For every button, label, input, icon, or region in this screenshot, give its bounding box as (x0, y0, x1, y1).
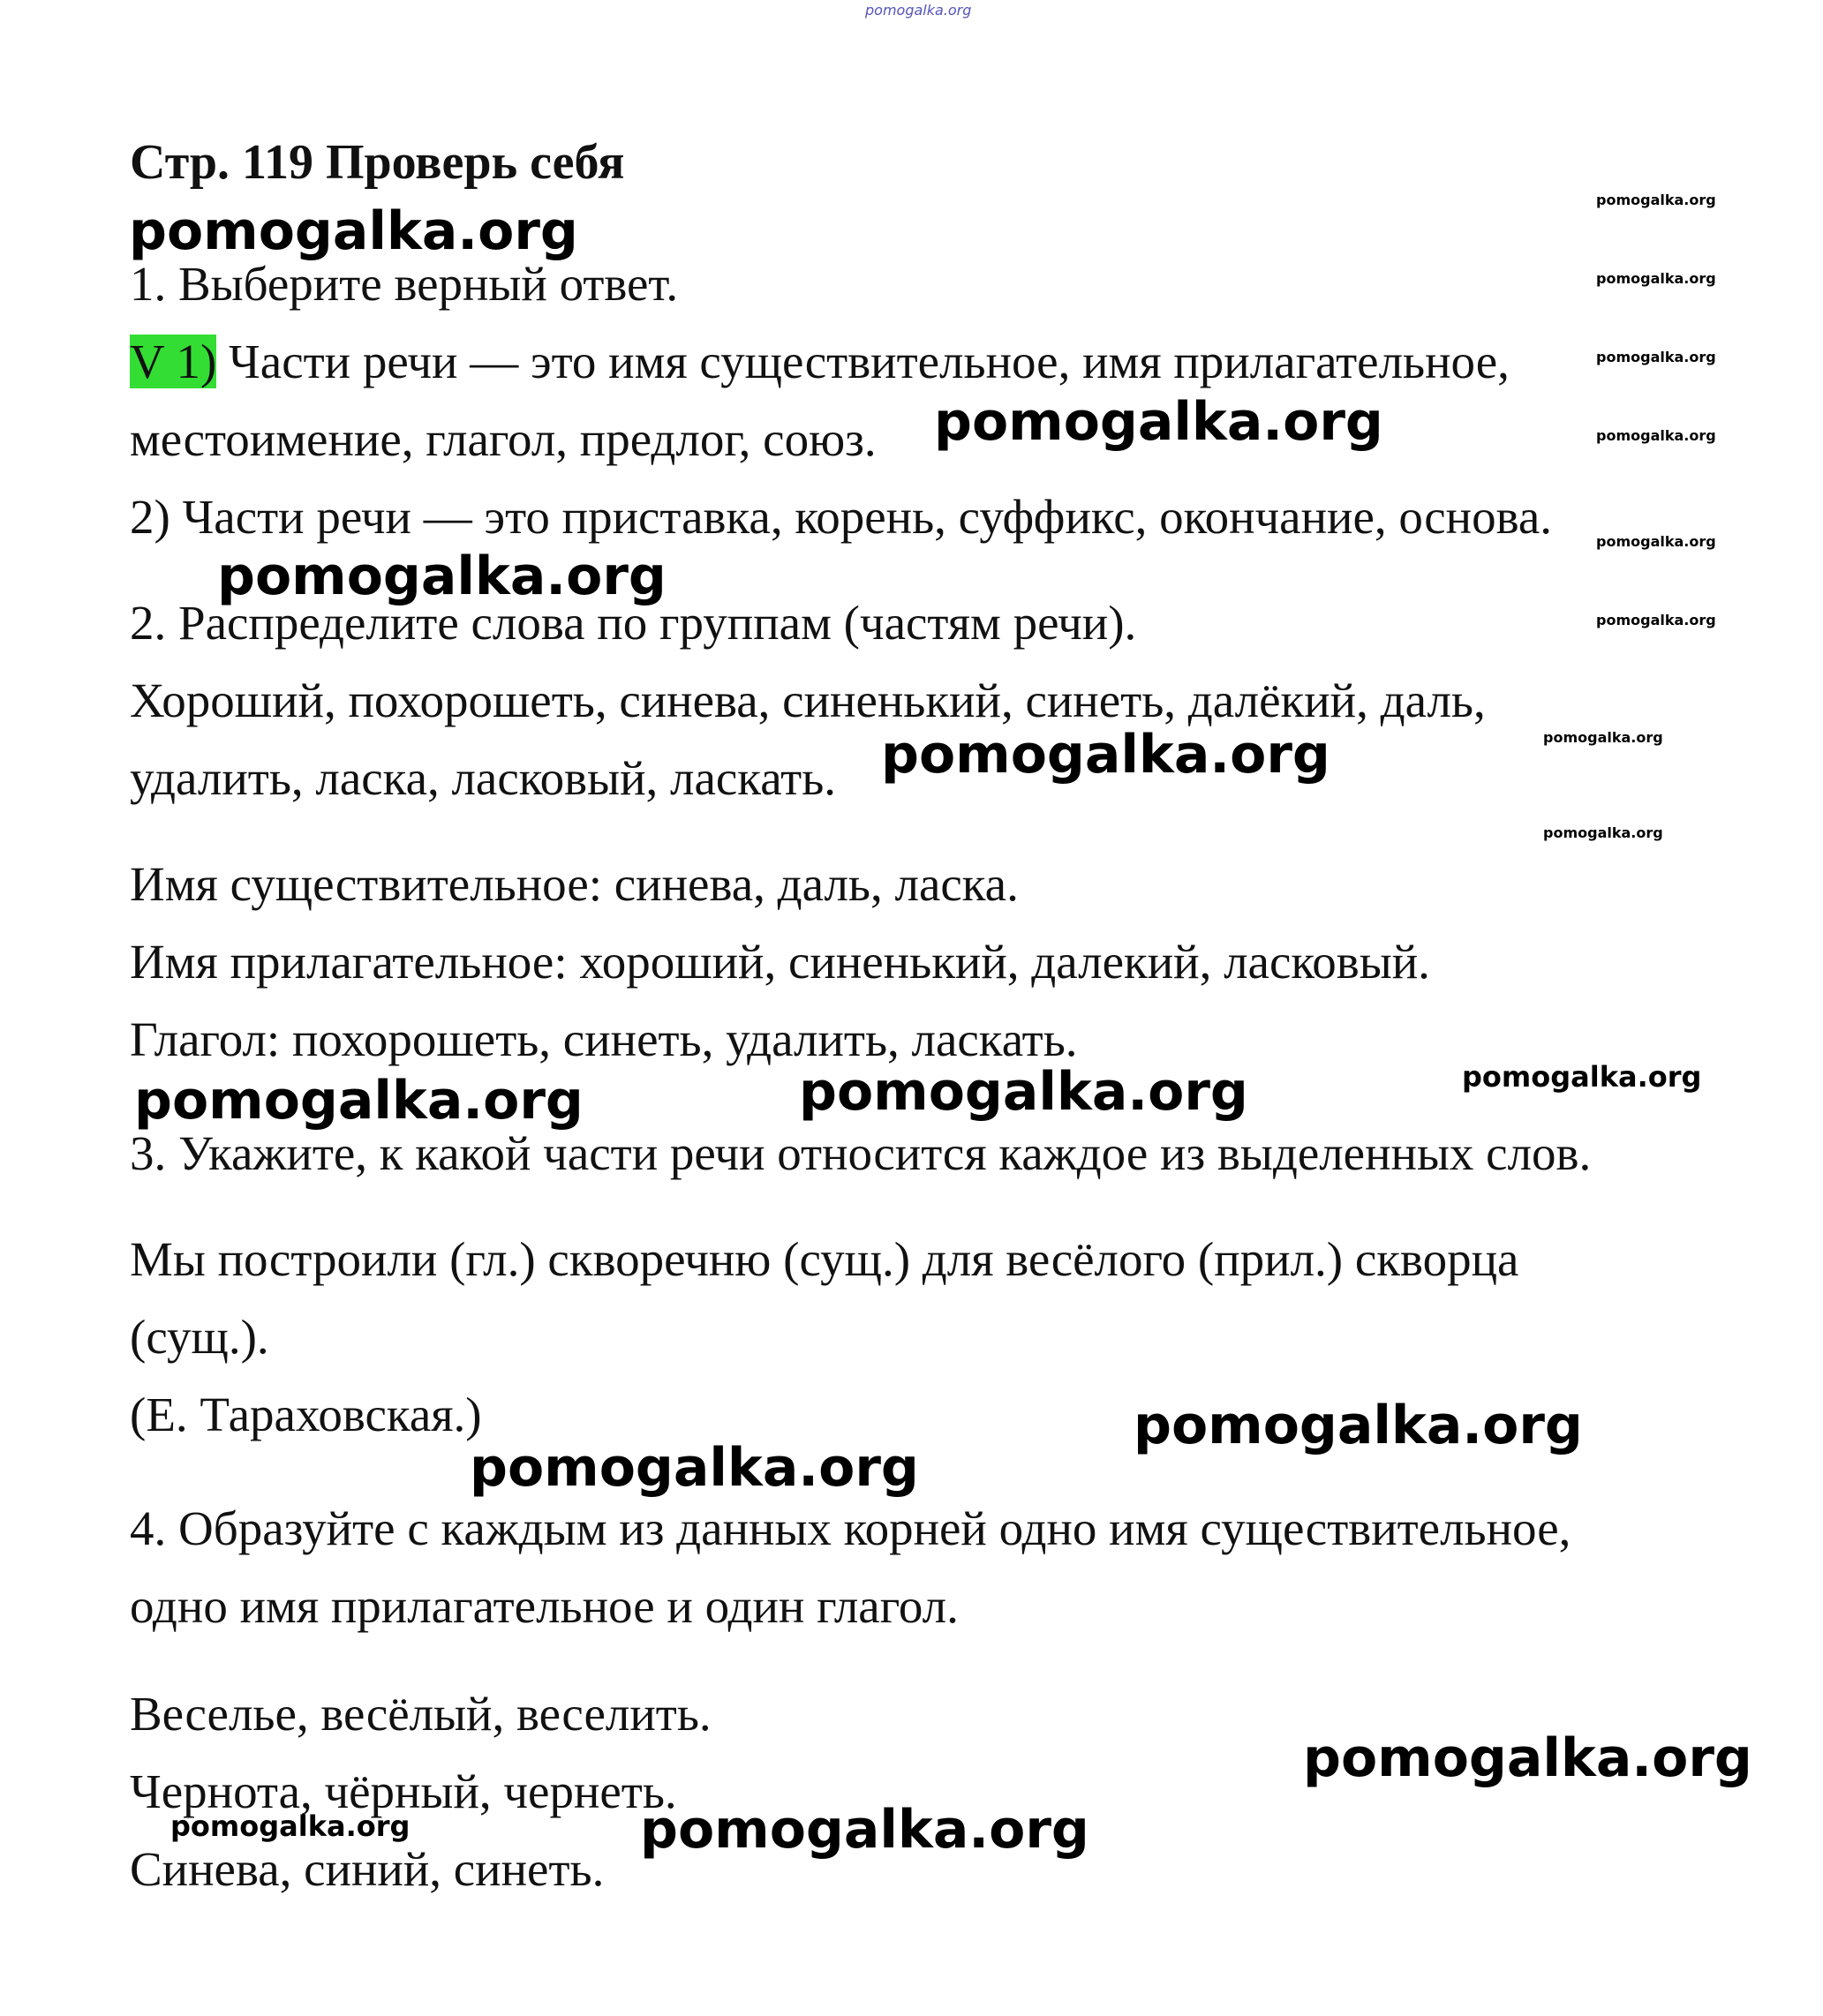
task2-verb: Глагол: похорошеть, синеть, удалить, ласкать. (130, 1012, 1078, 1066)
task2-words-line2: удалить, ласка, ласковый, ласкать. (130, 751, 837, 805)
task4-question-line1: 4. Образуйте с каждым из данных корней одно имя существительное, (130, 1501, 1571, 1555)
correct-answer-mark: V 1) (130, 335, 217, 388)
watermark: pomogalka.org (134, 1070, 584, 1132)
task2-noun: Имя существительное: синева, даль, ласка. (130, 857, 1019, 911)
watermark: pomogalka.org (1596, 349, 1716, 365)
task3-question: 3. Укажите, к какой части речи относится каждое из выделенных слов. (130, 1126, 1592, 1180)
watermark: pomogalka.org (1134, 1395, 1583, 1456)
watermark: pomogalka.org (1462, 1060, 1702, 1094)
task4-answer2: Чернота, чёрный, чернеть. (130, 1764, 677, 1818)
task1-option2: 2) Части речи — это приставка, корень, суффикс, окончание, основа. (130, 490, 1552, 544)
watermark: pomogalka.org (934, 391, 1383, 453)
task1-option1-text: Части речи — это имя существительное, имя прилагательное, (216, 335, 1510, 388)
task2-words-line1: Хороший, похорошеть, синева, синенький, синеть, далёкий, даль, (130, 673, 1486, 727)
task4-answer3: Синева, синий, синеть. (130, 1842, 605, 1896)
watermark: pomogalka.org (1303, 1727, 1752, 1789)
watermark: pomogalka.org (1596, 612, 1716, 628)
task2-question: 2. Распределите слова по группам (частям речи). (130, 596, 1137, 650)
watermark: pomogalka.org (129, 200, 578, 262)
task4-question-line2: одно имя прилагательное и один глагол. (130, 1579, 959, 1633)
watermark: pomogalka.org (1596, 533, 1716, 550)
watermark: pomogalka.org (1596, 192, 1716, 208)
watermark: pomogalka.org (217, 545, 667, 607)
watermark: pomogalka.org (470, 1437, 919, 1499)
watermark: pomogalka.org (799, 1061, 1248, 1123)
source-tag: pomogalka.org (865, 2, 972, 19)
task3-sentence-line2: (сущ.). (130, 1310, 269, 1364)
task4-answer1: Веселье, весёлый, веселить. (130, 1687, 712, 1741)
task1-option1-line1 (130, 334, 1510, 390)
task2-adjective: Имя прилагательное: хороший, синенький, далекий, ласковый. (130, 935, 1430, 989)
watermark: pomogalka.org (1596, 270, 1716, 287)
page-title: Стр. 119 Проверь себя (130, 135, 625, 190)
watermark: pomogalka.org (881, 724, 1330, 786)
watermark: pomogalka.org (1543, 824, 1663, 841)
watermark: pomogalka.org (1596, 427, 1716, 444)
task3-author: (Е. Тараховская.) (130, 1388, 482, 1441)
task1-question: 1. Выберите верный ответ. (130, 257, 679, 311)
watermark: pomogalka.org (170, 1809, 411, 1843)
task3-sentence-line1: Мы построили (гл.) скворечню (сущ.) для весёлого (прил.) скворца (130, 1232, 1519, 1286)
watermark: pomogalka.org (640, 1799, 1089, 1861)
task1-option1-line2: местоимение, глагол, предлог, союз. (130, 412, 877, 466)
watermark: pomogalka.org (1543, 729, 1663, 746)
